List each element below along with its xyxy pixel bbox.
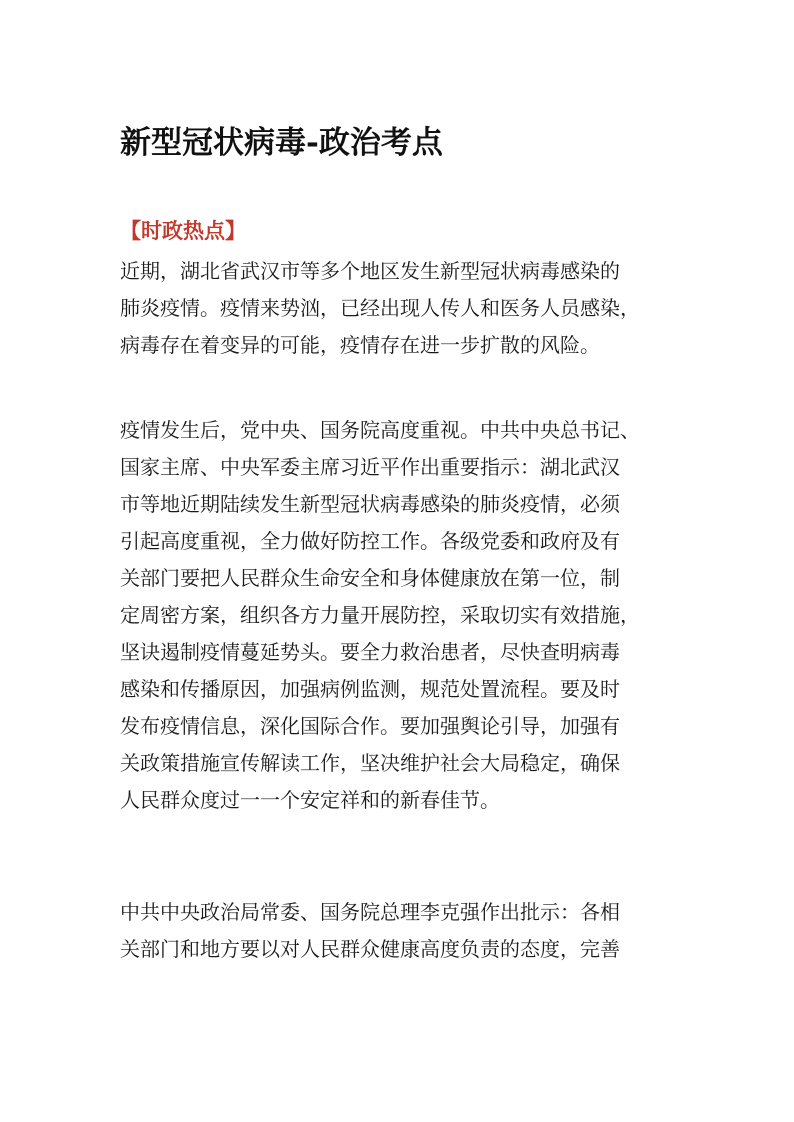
paragraph-line: 感染和传播原因，加强病例监测，规范处置流程。要及时 <box>120 677 620 701</box>
paragraph-line: 人民群众度过一一个安定祥和的新春佳节。 <box>120 788 500 812</box>
paragraph-central-instructions <box>120 412 680 819</box>
paragraph-line: 近期，湖北省武汉市等多个地区发生新型冠状病毒感染的 <box>120 259 620 283</box>
paragraph-line: 坚诀遏制疫情蔓延势头。要全力救治患者，尽快查明病毒 <box>120 640 620 664</box>
paragraph-line: 定周密方案，组织各方力量开展防控，采取切实有效措施， <box>120 603 640 627</box>
paragraph-line: 发布疫情信息，深化国际合作。要加强舆论引导，加强有 <box>120 714 620 738</box>
paragraph-line: 中共中央政治局常委、国务院总理李克强作出批示：各相 <box>120 900 620 924</box>
paragraph-line: 市等地近期陆续发生新型冠状病毒感染的肺炎疫情，必须 <box>120 492 620 516</box>
paragraph-line: 引起高度重视，全力做好防控工作。各级党委和政府及有 <box>120 529 620 553</box>
paragraph-line: 病毒存在着变异的可能，疫情存在进一步扩散的风险。 <box>120 333 600 357</box>
paragraph-line: 关政策措施宣传解读工作，坚决维护社会大局稳定，确保 <box>120 751 620 775</box>
paragraph-line: 国家主席、中央军委主席习近平作出重要指示：湖北武汉 <box>120 455 620 479</box>
paragraph-line: 肺炎疫情。疫情来势汹，已经出现人传人和医务人员感染， <box>120 296 640 320</box>
paragraph-premier-instructions <box>120 894 680 968</box>
paragraph-line: 关部门要把人民群众生命安全和身体健康放在第一位，制 <box>120 566 620 590</box>
document-title: 新型冠状病毒-政治考点 <box>120 125 443 161</box>
paragraph-line: 关部门和地方要以对人民群众健康高度负责的态度，完善 <box>120 937 620 961</box>
section-label-current-affairs: 【时政热点】 <box>120 219 246 243</box>
paragraph-outbreak-overview <box>120 253 680 364</box>
paragraph-line: 疫情发生后，党中央、国务院高度重视。中共中央总书记、 <box>120 418 640 442</box>
